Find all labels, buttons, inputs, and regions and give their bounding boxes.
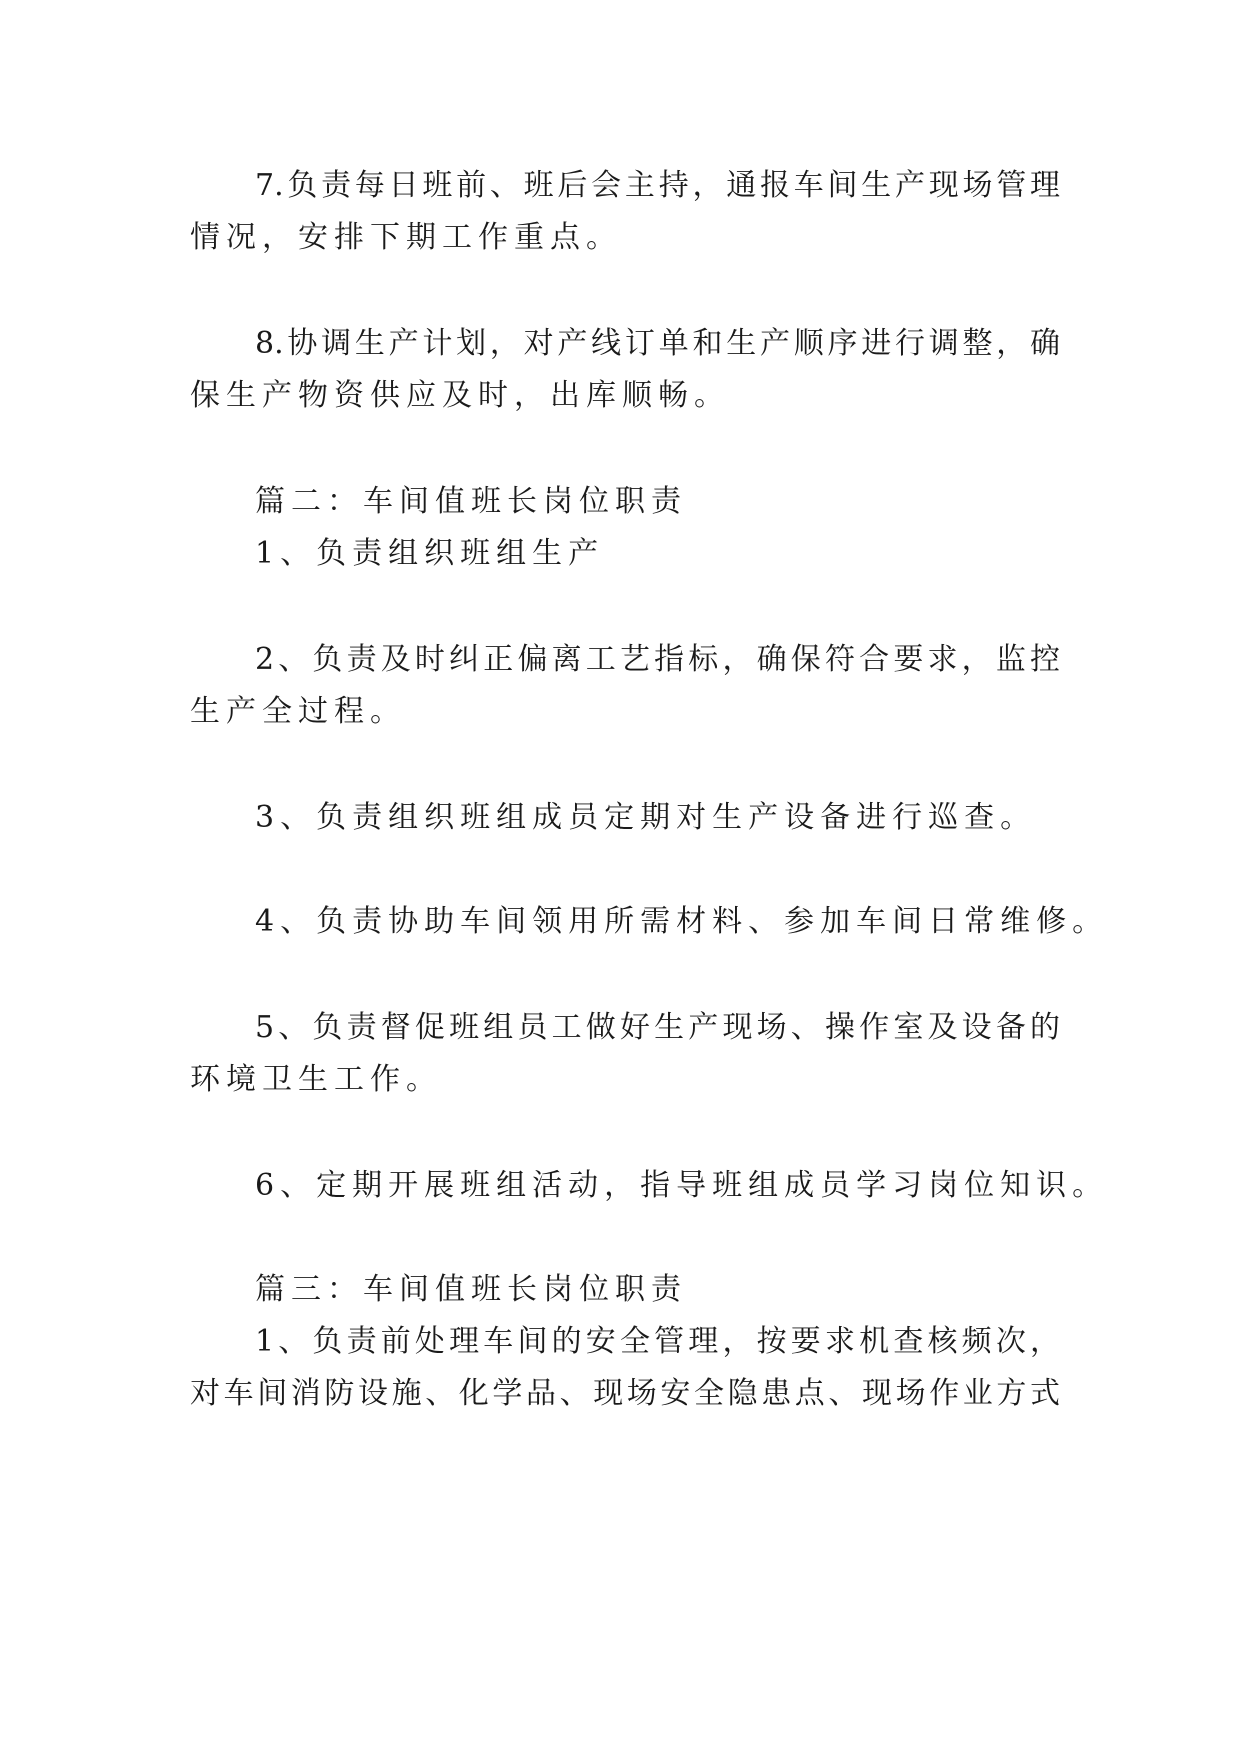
- section-2-item-2-line-2: 生产全过程。: [190, 694, 406, 729]
- section-2-item-5-line-1: 5、负责督促班组员工做好生产现场、操作室及设备的: [255, 1010, 1060, 1045]
- section-3-item-1-line-2: 对车间消防设施、化学品、现场安全隐患点、现场作业方式: [190, 1376, 1060, 1411]
- section-2-item-1: 1、负责组织班组生产: [255, 536, 605, 571]
- section-3-item-1-line-1: 1、负责前处理车间的安全管理，按要求机查核频次，: [255, 1324, 1060, 1359]
- section-2-item-3: 3、负责组织班组成员定期对生产设备进行巡查。: [255, 800, 1037, 835]
- paragraph-7-line-1: 7.负责每日班前、班后会主持，通报车间生产现场管理: [255, 168, 1060, 203]
- paragraph-8-line-2: 保生产物资供应及时，出库顺畅。: [190, 378, 730, 413]
- paragraph-7-line-2: 情况，安排下期工作重点。: [190, 220, 622, 255]
- section-2-item-4: 4、负责协助车间领用所需材料、参加车间日常维修。: [255, 904, 1109, 939]
- paragraph-8-line-1: 8.协调生产计划，对产线订单和生产顺序进行调整，确: [255, 326, 1060, 361]
- section-3-heading: 篇三：车间值班长岗位职责: [255, 1272, 687, 1307]
- section-2-item-5-line-2: 环境卫生工作。: [190, 1062, 442, 1097]
- section-2-item-6: 6、定期开展班组活动，指导班组成员学习岗位知识。: [255, 1168, 1109, 1203]
- section-2-heading: 篇二：车间值班长岗位职责: [255, 484, 687, 519]
- section-2-item-2-line-1: 2、负责及时纠正偏离工艺指标，确保符合要求，监控: [255, 642, 1060, 677]
